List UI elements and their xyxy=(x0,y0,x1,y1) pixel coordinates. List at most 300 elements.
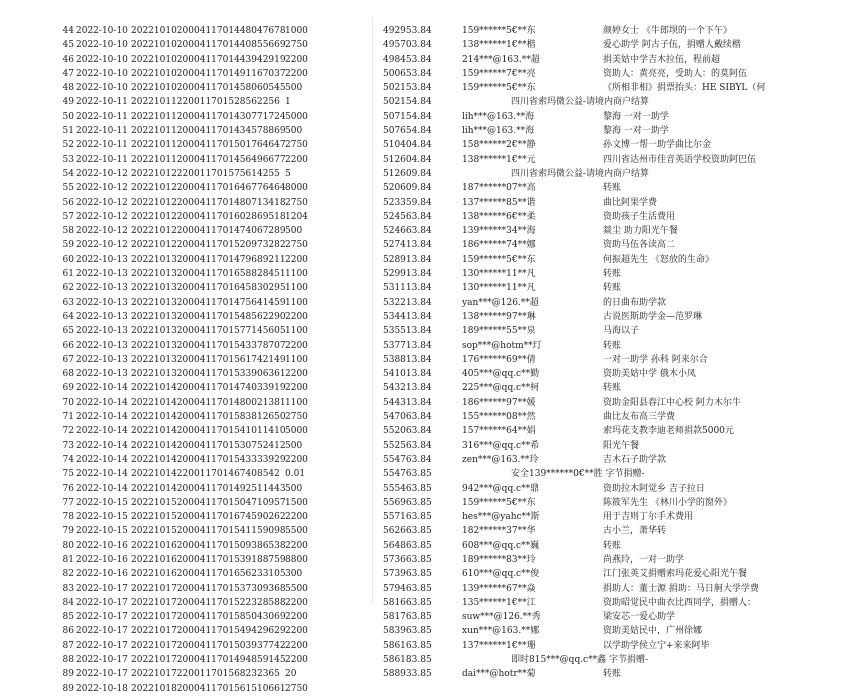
amount: 2200 xyxy=(285,54,308,65)
table-row xyxy=(60,396,360,410)
row-date: 2022-10-15 xyxy=(76,526,128,537)
row-number: 89 xyxy=(62,683,74,694)
transaction-id: 202210132000411701561742149 xyxy=(131,354,286,365)
row-date: 2022-10-17 xyxy=(76,612,128,623)
amount: 8000 xyxy=(285,183,308,194)
amount: 2200 xyxy=(285,626,308,637)
row-number: 63 xyxy=(62,297,74,308)
remark: 的日曲布助学款 xyxy=(603,297,667,308)
table-row xyxy=(60,367,360,381)
donor-account: 135******1€**江 xyxy=(462,597,536,608)
row-number: 65 xyxy=(62,326,74,337)
table-row xyxy=(60,124,360,138)
donor-account: 139******34**海 xyxy=(462,226,536,237)
remark: 捐美姑中学吉木拉伍，程前超 xyxy=(603,54,721,65)
row-number: 80 xyxy=(62,540,74,551)
transaction-id: 202210112000411701430771724 xyxy=(131,111,286,122)
table-row xyxy=(60,539,360,553)
table-row xyxy=(60,95,360,109)
donor-account: 138******6€**柔 xyxy=(462,211,536,222)
remark: 索玛花支教李迪老师捐款5000元 xyxy=(603,426,734,437)
balance: 510404.84 xyxy=(383,140,432,151)
donor-account: 189******55**泉 xyxy=(462,326,536,337)
balance: 557163.85 xyxy=(383,512,432,523)
remark: 转账 xyxy=(603,183,622,194)
row-number: 74 xyxy=(62,454,74,465)
donor-account: 139******67**焱 xyxy=(462,583,536,594)
remark: 转账 xyxy=(603,269,622,280)
remark: 马海以子 xyxy=(603,326,640,337)
merchant-note: 安全139******0€**胜 字节捐赠- xyxy=(511,469,645,480)
row-date: 2022-10-13 xyxy=(76,354,128,365)
transaction-id: 202210132000411701577145605 xyxy=(131,326,286,337)
table-row xyxy=(60,610,360,624)
table-row xyxy=(383,653,783,667)
row-date: 2022-10-12 xyxy=(76,226,128,237)
amount: 500 xyxy=(285,126,303,137)
donor-account: zen***@163.**玲 xyxy=(462,454,539,465)
table-row xyxy=(383,38,783,52)
balance: 502153.84 xyxy=(383,83,432,94)
balance: 554763.84 xyxy=(383,454,432,465)
donor-account: 158******2€**静 xyxy=(462,140,536,151)
row-date: 2022-10-10 xyxy=(76,54,128,65)
balance: 573663.85 xyxy=(383,554,432,565)
table-row xyxy=(383,253,783,267)
transaction-id: 202210152000411701541159098 xyxy=(131,526,286,537)
remark: 江门张英艾捐赠索玛花爱心阳光午餐 xyxy=(603,569,748,580)
row-date: 2022-10-11 xyxy=(76,140,128,151)
transaction-id: 202210182000411701561510661 xyxy=(131,683,286,694)
donor-account: 137******1€**珊 xyxy=(462,640,536,651)
transaction-id: 202210172000411701522328588 xyxy=(131,597,286,608)
table-row xyxy=(60,224,360,238)
balance: 534413.84 xyxy=(383,311,432,322)
donor-account: dai***@hotr**菊 xyxy=(462,669,536,680)
donor-account: 159******7€**亮 xyxy=(462,68,536,79)
table-row xyxy=(383,224,783,238)
table-row xyxy=(60,667,360,681)
row-date: 2022-10-12 xyxy=(76,240,128,251)
amount: 1 xyxy=(285,97,291,108)
table-row xyxy=(383,367,783,381)
transaction-id: 202210142000411701492511443 xyxy=(131,483,286,494)
row-number: 58 xyxy=(62,226,74,237)
remark: 资助孩子生活费用 xyxy=(603,211,676,222)
transaction-id: 202210162000411701509386538 xyxy=(131,540,286,551)
balance: 588933.85 xyxy=(383,669,432,680)
amount: 2200 xyxy=(285,612,308,623)
table-row xyxy=(60,110,360,124)
table-row xyxy=(383,339,783,353)
table-row xyxy=(60,267,360,281)
row-date: 2022-10-10 xyxy=(76,83,128,94)
balance: 495703.84 xyxy=(383,40,432,51)
remark: 资助美姑中学 俄木小凤 xyxy=(603,369,696,380)
table-row xyxy=(60,339,360,353)
row-number: 73 xyxy=(62,440,74,451)
row-date: 2022-10-12 xyxy=(76,168,128,179)
row-number: 85 xyxy=(62,612,74,623)
row-number: 72 xyxy=(62,426,74,437)
table-row xyxy=(383,196,783,210)
row-date: 2022-10-11 xyxy=(76,126,128,137)
transaction-id: 202210102000411701443942919 xyxy=(131,54,286,65)
transaction-id: 202210112000411701456496677 xyxy=(131,154,286,165)
transaction-id: 202210122000411701520973282 xyxy=(131,240,286,251)
amount: 2200 xyxy=(285,655,308,666)
table-row xyxy=(383,95,783,109)
remark: 用于吉则丁尔手术费用 xyxy=(603,512,694,523)
remark: 捐助人：董士源 捐助：马日舸大学学费 xyxy=(603,583,759,594)
row-number: 78 xyxy=(62,512,74,523)
table-row xyxy=(383,210,783,224)
row-number: 76 xyxy=(62,483,74,494)
balance: 556963.85 xyxy=(383,497,432,508)
transaction-id: 202210142000411701583812650 xyxy=(131,412,286,423)
amount: 500 xyxy=(285,83,303,94)
row-date: 2022-10-12 xyxy=(76,211,128,222)
transaction-id: 202210102000411701458060545 xyxy=(131,83,286,94)
row-number: 71 xyxy=(62,412,74,423)
balance: 583963.85 xyxy=(383,626,432,637)
row-number: 52 xyxy=(62,140,74,151)
row-date: 2022-10-14 xyxy=(76,397,128,408)
row-number: 86 xyxy=(62,626,74,637)
balance: 523359.84 xyxy=(383,197,432,208)
transaction-id: 20221017220011701568232365 xyxy=(131,669,280,680)
amount: 2200 xyxy=(285,383,308,394)
table-row xyxy=(60,553,360,567)
row-number: 44 xyxy=(62,26,74,36)
row-number: 77 xyxy=(62,497,74,508)
remark: 转账 xyxy=(603,283,622,294)
balance: 524563.84 xyxy=(383,211,432,222)
table-row xyxy=(383,281,783,295)
remark: 转账 xyxy=(603,669,622,680)
table-row xyxy=(383,567,783,581)
amount: 20 xyxy=(285,669,297,680)
row-number: 60 xyxy=(62,254,74,265)
row-number: 70 xyxy=(62,397,74,408)
remark: 转账 xyxy=(603,340,622,351)
table-row xyxy=(60,296,360,310)
table-row xyxy=(60,596,360,610)
remark: 四川省达州市佳音英语学校资助阿巴伍 xyxy=(603,154,757,165)
table-row xyxy=(383,639,783,653)
balance: 537713.84 xyxy=(383,340,432,351)
amount: 2200 xyxy=(285,540,308,551)
balance: 552563.84 xyxy=(383,440,432,451)
amount: 500 xyxy=(285,226,303,237)
balance: 555463.85 xyxy=(383,483,432,494)
amount: 2200 xyxy=(285,154,308,165)
remark: 资助人：黄亮亮，受助人：的莫阿伍 xyxy=(603,68,748,79)
table-row xyxy=(383,524,783,538)
transaction-id: 20221012220011701575614255 xyxy=(131,168,280,179)
amount: 300 xyxy=(285,569,303,580)
remark: 爱心助学 阿古子伍，捐赠人戴续楷 xyxy=(603,40,741,51)
transaction-id: 202210172000411701549429629 xyxy=(131,626,286,637)
table-row xyxy=(60,253,360,267)
donor-account: 138******1€**元 xyxy=(462,154,536,165)
row-date: 2022-10-15 xyxy=(76,497,128,508)
row-date: 2022-10-17 xyxy=(76,583,128,594)
row-number: 51 xyxy=(62,126,74,137)
table-row xyxy=(60,624,360,638)
row-date: 2022-10-13 xyxy=(76,283,128,294)
balance: 543213.84 xyxy=(383,383,432,394)
row-date: 2022-10-13 xyxy=(76,369,128,380)
remark: 一对一助学 孙科 阿来尔合 xyxy=(603,354,708,365)
transaction-id: 202210152000411701504710957 xyxy=(131,497,286,508)
table-row xyxy=(383,153,783,167)
table-row xyxy=(60,38,360,52)
table-row xyxy=(383,310,783,324)
donor-account: 186******74**娜 xyxy=(462,240,536,251)
amount: 0.01 xyxy=(285,469,306,480)
transaction-id: 20221011220011701528562256 xyxy=(131,97,280,108)
table-row xyxy=(60,181,360,195)
balance: 552063.84 xyxy=(383,426,432,437)
table-row xyxy=(60,453,360,467)
balance: 512609.84 xyxy=(383,168,432,179)
amount: 2750 xyxy=(285,40,308,51)
table-row xyxy=(383,110,783,124)
table-row xyxy=(383,267,783,281)
row-date: 2022-10-12 xyxy=(76,197,128,208)
table-row xyxy=(60,353,360,367)
donor-account: 225***@qq.c**柯 xyxy=(462,383,540,394)
transaction-id: 202210142000411701530752412 xyxy=(131,440,286,451)
column-divider xyxy=(372,18,373,603)
row-number: 57 xyxy=(62,211,74,222)
table-row xyxy=(383,596,783,610)
row-date: 2022-10-15 xyxy=(76,512,128,523)
remark: 以学助学侯立宁+来来阿毕 xyxy=(603,640,710,651)
row-number: 47 xyxy=(62,68,74,79)
row-number: 48 xyxy=(62,83,74,94)
row-date: 2022-10-14 xyxy=(76,469,128,480)
row-date: 2022-10-10 xyxy=(76,26,128,36)
amount: 2750 xyxy=(285,240,308,251)
amount: 2200 xyxy=(285,512,308,523)
donor-account: suw***@126.**秀 xyxy=(462,612,541,623)
table-row xyxy=(383,624,783,638)
row-number: 67 xyxy=(62,354,74,365)
row-date: 2022-10-14 xyxy=(76,426,128,437)
balance: 535513.84 xyxy=(383,326,432,337)
balance: 527413.84 xyxy=(383,240,432,251)
remark: 资助金阳县春江中心校 阿力木尔牛 xyxy=(603,397,741,408)
table-row xyxy=(60,639,360,653)
row-number: 84 xyxy=(62,597,74,608)
remark: 曲比友布高三学费 xyxy=(603,412,676,423)
row-number: 68 xyxy=(62,369,74,380)
row-date: 2022-10-17 xyxy=(76,640,128,651)
balance: 507654.84 xyxy=(383,126,432,137)
row-number: 53 xyxy=(62,154,74,165)
balance: 581763.85 xyxy=(383,612,432,623)
row-date: 2022-10-16 xyxy=(76,540,128,551)
remark: 阳光午餐 xyxy=(603,440,640,451)
donor-account: sop***@hotm**玎 xyxy=(462,340,542,351)
table-row xyxy=(383,381,783,395)
table-row xyxy=(60,510,360,524)
amount: 2200 xyxy=(285,454,308,465)
donor-account: 155******08**然 xyxy=(462,412,536,423)
transaction-id: 202210102000411701440855669 xyxy=(131,40,286,51)
transaction-id: 202210112000411701434578869 xyxy=(131,126,286,137)
remark: 转账 xyxy=(603,383,622,394)
donor-account: yan***@126.**超 xyxy=(462,297,539,308)
amount: 1100 xyxy=(285,354,308,365)
balance: 531113.84 xyxy=(383,283,432,294)
balance: 528913.84 xyxy=(383,254,432,265)
amount: 1100 xyxy=(285,283,308,294)
table-row xyxy=(383,124,783,138)
table-row xyxy=(383,181,783,195)
donor-account: 316***@qq.c**希 xyxy=(462,440,540,451)
balance: 529913.84 xyxy=(383,269,432,280)
row-date: 2022-10-13 xyxy=(76,254,128,265)
remark: 黎海 一对一助学 xyxy=(603,126,669,137)
donor-account: 187******07**高 xyxy=(462,183,536,194)
donor-account: 138******97**琳 xyxy=(462,311,536,322)
table-row xyxy=(383,81,783,95)
table-row xyxy=(60,310,360,324)
row-date: 2022-10-17 xyxy=(76,669,128,680)
amount: 1100 xyxy=(285,269,308,280)
balance: 541013.84 xyxy=(383,369,432,380)
table-row xyxy=(383,53,783,67)
amount: 2200 xyxy=(285,340,308,351)
balance: 564863.85 xyxy=(383,540,432,551)
amount: 500 xyxy=(285,483,303,494)
row-number: 56 xyxy=(62,197,74,208)
row-date: 2022-10-13 xyxy=(76,326,128,337)
row-date: 2022-10-17 xyxy=(76,597,128,608)
remark: 孙文博一帮一助学曲比尔金 xyxy=(603,140,712,151)
row-number: 69 xyxy=(62,383,74,394)
transaction-id: 202210142000411701474033919 xyxy=(131,383,286,394)
amount: 2200 xyxy=(285,369,308,380)
row-number: 66 xyxy=(62,340,74,351)
amount: 2200 xyxy=(285,311,308,322)
donor-account: 610***@qq.c**俊 xyxy=(462,569,540,580)
table-row xyxy=(383,582,783,596)
table-row xyxy=(60,281,360,295)
row-date: 2022-10-10 xyxy=(76,40,128,51)
row-date: 2022-10-17 xyxy=(76,655,128,666)
row-date: 2022-10-14 xyxy=(76,454,128,465)
table-row xyxy=(60,81,360,95)
transaction-id: 202210122000411701646776464 xyxy=(131,183,286,194)
donor-account: 182******37**华 xyxy=(462,526,536,537)
amount: 2200 xyxy=(285,640,308,651)
transaction-id: 202210162000411701656233105 xyxy=(131,569,286,580)
table-row xyxy=(383,353,783,367)
remark: 何振超先生 《怒放的生命》 xyxy=(603,254,714,265)
table-row xyxy=(60,496,360,510)
transaction-id: 202210132000411701475641459 xyxy=(131,297,286,308)
table-row xyxy=(60,653,360,667)
remark: 资助美姑民中，广州徐娜 xyxy=(603,626,703,637)
row-date: 2022-10-14 xyxy=(76,383,128,394)
table-row xyxy=(60,67,360,81)
table-row xyxy=(383,410,783,424)
table-row xyxy=(383,238,783,252)
row-number: 50 xyxy=(62,111,74,122)
table-row xyxy=(383,296,783,310)
donor-account: 186******97**媛 xyxy=(462,397,536,408)
row-date: 2022-10-16 xyxy=(76,569,128,580)
table-row xyxy=(383,553,783,567)
table-row xyxy=(60,439,360,453)
amount: 1000 xyxy=(285,26,308,36)
donor-account: xun***@163.**娜 xyxy=(462,626,540,637)
row-number: 75 xyxy=(62,469,74,480)
table-row xyxy=(60,153,360,167)
remark: 资助马伍各读高二 xyxy=(603,240,676,251)
balance: 524663.84 xyxy=(383,226,432,237)
amount: 5000 xyxy=(285,426,308,437)
balance: 544313.84 xyxy=(383,397,432,408)
donor-account: 189******83**玲 xyxy=(462,554,536,565)
transaction-id: 202210172000411701585043069 xyxy=(131,612,286,623)
balance: 498453.84 xyxy=(383,54,432,65)
row-date: 2022-10-18 xyxy=(76,683,128,694)
balance: 573963.85 xyxy=(383,569,432,580)
remark: 《所相非相》捐票抬头：HE SIBYL（何 xyxy=(603,83,766,94)
table-row xyxy=(60,138,360,152)
transaction-id: 202210112000411701501764647 xyxy=(131,140,286,151)
transaction-id: 202210132000411701479689211 xyxy=(131,254,286,265)
donor-account: lih***@163.**海 xyxy=(462,126,535,137)
balance: 507154.84 xyxy=(383,111,432,122)
table-row xyxy=(60,324,360,338)
row-number: 61 xyxy=(62,269,74,280)
row-number: 49 xyxy=(62,97,74,108)
amount: 8800 xyxy=(285,554,308,565)
table-row xyxy=(383,482,783,496)
merchant-note: 即时815***@qq.c**鑫 字节捐赠- xyxy=(511,655,649,666)
balance: 562663.85 xyxy=(383,526,432,537)
balance: 586183.85 xyxy=(383,655,432,666)
amount: 2750 xyxy=(285,140,308,151)
table-row xyxy=(60,424,360,438)
table-row xyxy=(383,324,783,338)
balance: 520609.84 xyxy=(383,183,432,194)
row-date: 2022-10-13 xyxy=(76,340,128,351)
row-number: 62 xyxy=(62,283,74,294)
row-date: 2022-10-13 xyxy=(76,311,128,322)
row-number: 83 xyxy=(62,583,74,594)
row-number: 45 xyxy=(62,40,74,51)
amount: 5500 xyxy=(285,526,308,537)
amount: 5500 xyxy=(285,583,308,594)
amount: 1100 xyxy=(285,326,308,337)
donor-account: 214***@163.**超 xyxy=(462,54,540,65)
amount: 5000 xyxy=(285,111,308,122)
table-row xyxy=(383,396,783,410)
remark: 尚燕玲，一对一助学 xyxy=(603,554,685,565)
row-number: 59 xyxy=(62,240,74,251)
table-row xyxy=(383,453,783,467)
table-row xyxy=(60,381,360,395)
amount: 2750 xyxy=(285,412,308,423)
table-row xyxy=(383,539,783,553)
